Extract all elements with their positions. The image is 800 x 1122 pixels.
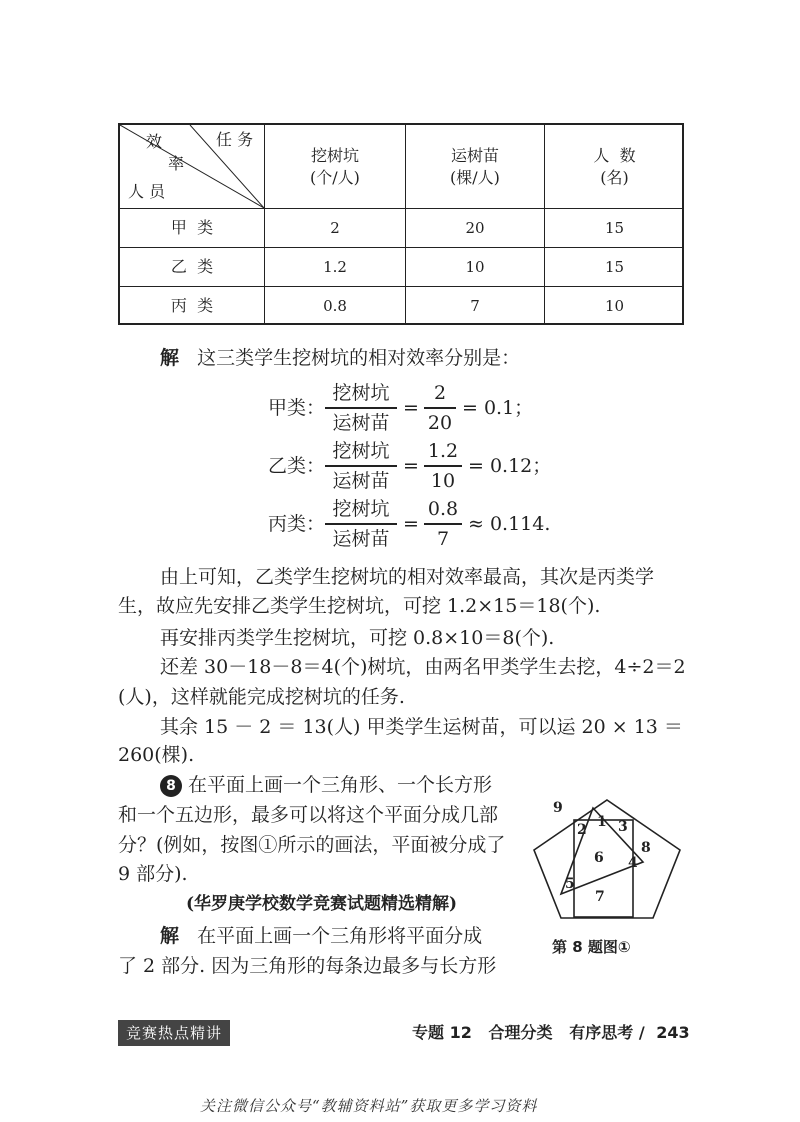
fraction-numerator: 挖树坑	[332, 498, 390, 520]
table-cell: 7	[470, 297, 480, 315]
solution-label: 解	[160, 347, 180, 369]
table-divider	[120, 247, 682, 248]
column-header-unit: (名)	[600, 168, 629, 187]
problem-8-line: 分？(例如，按图①所示的画法，平面被分成了	[118, 834, 506, 856]
section-badge: 竞赛热点精讲	[118, 1020, 230, 1046]
page-number: 243	[656, 1023, 690, 1042]
equation-result: = 0.12；	[468, 455, 552, 477]
table-cell: 15	[604, 258, 625, 276]
row-label: 甲 类	[170, 218, 214, 237]
table-cell: 15	[604, 219, 625, 237]
region-label: 8	[641, 840, 651, 856]
fraction	[424, 381, 456, 435]
paragraph-line: 260(棵).	[118, 744, 195, 766]
table-cell: 10	[604, 297, 625, 315]
solution-intro	[160, 347, 520, 369]
table-divider	[120, 286, 682, 287]
region-label: 9	[553, 800, 563, 816]
table-cell: 20	[465, 219, 485, 237]
corner-efficiency-label: 效	[145, 132, 162, 151]
fraction-numerator: 挖树坑	[332, 382, 390, 404]
fraction	[325, 439, 397, 493]
table-cell: 1.2	[323, 258, 347, 276]
corner-task-label: 任 务	[216, 130, 254, 149]
fraction-denominator: 10	[430, 469, 456, 492]
paragraph-line: (人)，这样就能完成挖树坑的任务.	[118, 686, 405, 708]
table-cell: 2	[330, 219, 340, 237]
equals-sign: =	[403, 455, 419, 477]
equation-result: = 0.1；	[462, 397, 534, 419]
region-label: 4	[628, 855, 638, 871]
watermark-text: 关注微信公众号“教辅资料站”获取更多学习资料	[200, 1097, 538, 1115]
region-label: 6	[594, 850, 604, 866]
region-label: 7	[595, 889, 605, 905]
fraction-numerator: 挖树坑	[332, 440, 390, 462]
fraction-denominator: 20	[427, 411, 453, 434]
paragraph-line: 其余 15 － 2 ＝ 13(人) 甲类学生运树苗，可以运 20 × 13 ＝	[160, 716, 683, 738]
equals-sign: =	[403, 513, 419, 535]
paragraph-line: 生，故应先安排乙类学生挖树坑，可挖 1.2×15＝18(个).	[118, 595, 601, 617]
fraction-denominator: 运树苗	[332, 527, 390, 550]
column-header	[265, 145, 405, 189]
column-header	[545, 145, 684, 189]
column-header-unit: (棵/人)	[450, 168, 500, 187]
pentagon-shape	[534, 800, 680, 918]
region-label: 2	[577, 822, 587, 838]
solution-label: 解	[160, 925, 180, 947]
equation-name: 甲类：	[268, 397, 326, 419]
problem-8-line	[160, 774, 492, 797]
problem-8-solution-line	[160, 925, 482, 947]
equation-result: ≈ 0.114.	[468, 513, 551, 535]
row-label: 丙 类	[170, 296, 214, 315]
column-header-title: 人 数	[593, 146, 636, 165]
paragraph-line: 由上可知，乙类学生挖树坑的相对效率最高，其次是丙类学	[160, 566, 655, 588]
corner-people-label: 人 员	[128, 182, 166, 201]
column-header-unit: (个/人)	[310, 168, 360, 187]
pentagon-triangle-rectangle-figure	[525, 790, 690, 925]
problem-source: (华罗庚学校数学竞赛试题精选精解)	[186, 894, 458, 914]
problem-text: 在平面上画一个三角形、一个长方形	[188, 774, 493, 796]
solution-text: 在平面上画一个三角形将平面分成	[197, 925, 483, 947]
row-label: 乙 类	[170, 257, 214, 276]
region-label: 3	[618, 819, 628, 835]
table-cell: 0.8	[323, 297, 347, 315]
fraction	[325, 497, 397, 551]
equation-name: 乙类：	[268, 455, 326, 477]
fraction	[424, 497, 462, 551]
problem-8-line: 9 部分).	[118, 863, 188, 885]
problem-8-line: 和一个五边形，最多可以将这个平面分成几部	[118, 804, 499, 826]
efficiency-table	[118, 123, 684, 325]
column-header	[406, 145, 544, 189]
paragraph-line: 还差 30－18－8＝4(个)树坑，由两名甲类学生去挖，4÷2＝2	[160, 656, 686, 678]
column-header-title: 挖树坑	[310, 146, 359, 165]
figure-caption: 第 8 题图①	[552, 938, 631, 956]
fraction-numerator: 0.8	[427, 498, 459, 520]
topic-title: 专题 12 合理分类 有序思考 /	[412, 1023, 645, 1042]
fraction-denominator: 运树苗	[332, 469, 390, 492]
table-cell: 10	[465, 258, 485, 276]
corner-efficiency-label: 率	[167, 154, 184, 173]
fraction	[325, 381, 397, 435]
fraction-denominator: 运树苗	[332, 411, 390, 434]
fraction	[424, 439, 462, 493]
fraction-numerator: 1.2	[427, 440, 459, 462]
solution-intro-text: 这三类学生挖树坑的相对效率分别是：	[197, 347, 521, 369]
equals-sign: =	[403, 397, 419, 419]
column-header-title: 运树苗	[450, 146, 499, 165]
paragraph-line: 再安排丙类学生挖树坑，可挖 0.8×10＝8(个).	[160, 627, 555, 649]
fraction-numerator: 2	[433, 382, 447, 404]
region-label: 1	[597, 814, 607, 830]
page-footer	[412, 1021, 690, 1045]
region-label: 5	[565, 876, 575, 892]
problem-8-solution-line: 了 2 部分. 因为三角形的每条边最多与长方形	[118, 955, 497, 977]
fraction-denominator: 7	[436, 527, 450, 550]
equation-name: 丙类：	[268, 513, 326, 535]
problem-number-badge: 8	[160, 775, 182, 797]
